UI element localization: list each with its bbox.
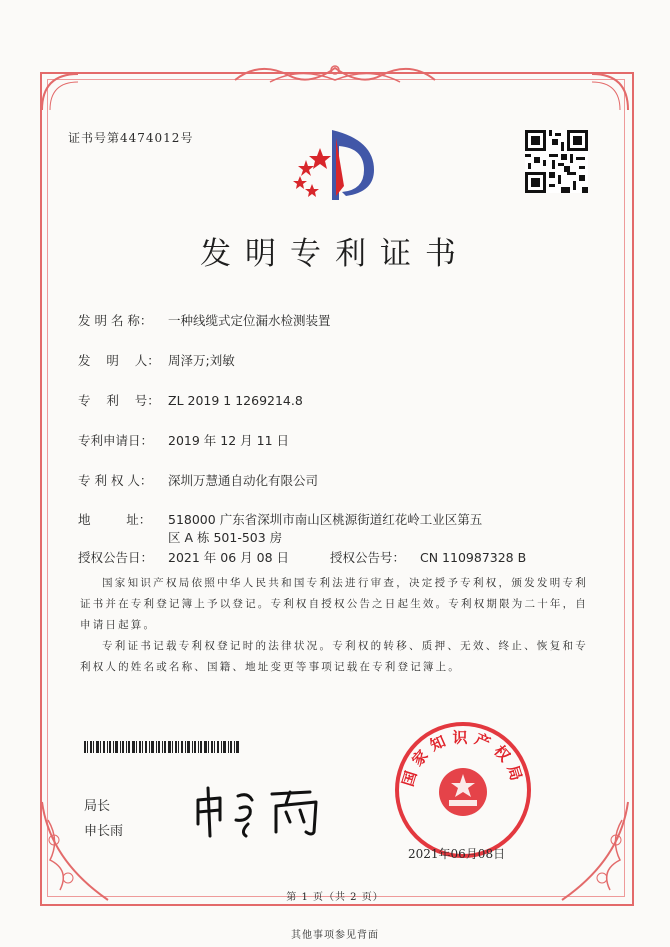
top-ornament — [230, 58, 440, 88]
corner-ornament-top-left — [40, 72, 80, 112]
seal-date: 2021年06月08日 — [408, 847, 506, 861]
qr-code — [525, 130, 588, 193]
signer-name: 申长雨 — [84, 824, 124, 839]
field-address — [78, 510, 482, 528]
grant-statement-paragraph: 国家知识产权局依照中华人民共和国专利法进行审查，决定授予专利权，颁发发明专利证书并在专利登记簿上予以登记。专利权自授权公告之日起生效。专利权期限为二十年，自申请日起算。 — [80, 577, 588, 631]
certificate-title: 发明专利证书 — [200, 236, 470, 272]
grant-date-label: 授权公告日： — [78, 550, 154, 565]
address-label: 地 址： — [78, 512, 152, 527]
inventor-label: 发 明 人： — [78, 353, 160, 368]
field-address-line-2 — [168, 528, 282, 546]
field-grant-date — [78, 548, 289, 566]
field-grant-number — [330, 548, 526, 566]
patent-number-label: 专 利 号： — [78, 393, 160, 408]
corner-ornament-top-right — [590, 72, 630, 112]
official-seal — [393, 720, 533, 860]
legal-status-paragraph: 专利证书记载专利权登记时的法律状况。专利权的转移、质押、无效、终止、恢复和专利权人的姓名或名称、国籍、地址变更等事项记载在专利登记簿上。 — [80, 640, 588, 673]
patentee-label: 专 利 权 人： — [78, 473, 153, 488]
patent-number-value: ZL 2019 1 1269214.8 — [168, 393, 303, 408]
invention-name-label: 发 明 名 称： — [78, 313, 153, 328]
back-note: 其他事项参见背面 — [291, 930, 379, 941]
handwritten-signature — [190, 780, 340, 840]
cnipa-logo — [284, 126, 384, 206]
barcode — [84, 741, 239, 753]
filing-date-value: 2019 年 12 月 11 日 — [168, 433, 289, 448]
seal-text: 国家知识产权局 — [398, 728, 528, 789]
address-line-1: 518000 广东省深圳市南山区桃源街道红花岭工业区第五 — [168, 512, 483, 527]
invention-name-value: 一种线缆式定位漏水检测装置 — [168, 313, 331, 328]
signer-title: 局长 — [84, 799, 111, 814]
field-invention-name — [78, 311, 331, 329]
field-inventor — [78, 351, 235, 369]
certificate-number: 证书号第4474012号 — [68, 131, 194, 145]
field-patent-number — [78, 391, 303, 409]
grant-number-value: CN 110987328 B — [420, 550, 527, 565]
filing-date-label: 专利申请日： — [78, 433, 154, 448]
inventor-value: 周泽万;刘敏 — [168, 353, 235, 368]
grant-date-value: 2021 年 06 月 08 日 — [168, 550, 289, 565]
field-patentee — [78, 471, 318, 489]
patentee-value: 深圳万慧通自动化有限公司 — [168, 473, 319, 488]
address-line-2: 区 A 栋 501-503 房 — [168, 530, 283, 545]
page-number: 第 1 页（共 2 页） — [286, 892, 384, 903]
grant-number-label: 授权公告号： — [330, 550, 406, 565]
field-filing-date — [78, 431, 289, 449]
